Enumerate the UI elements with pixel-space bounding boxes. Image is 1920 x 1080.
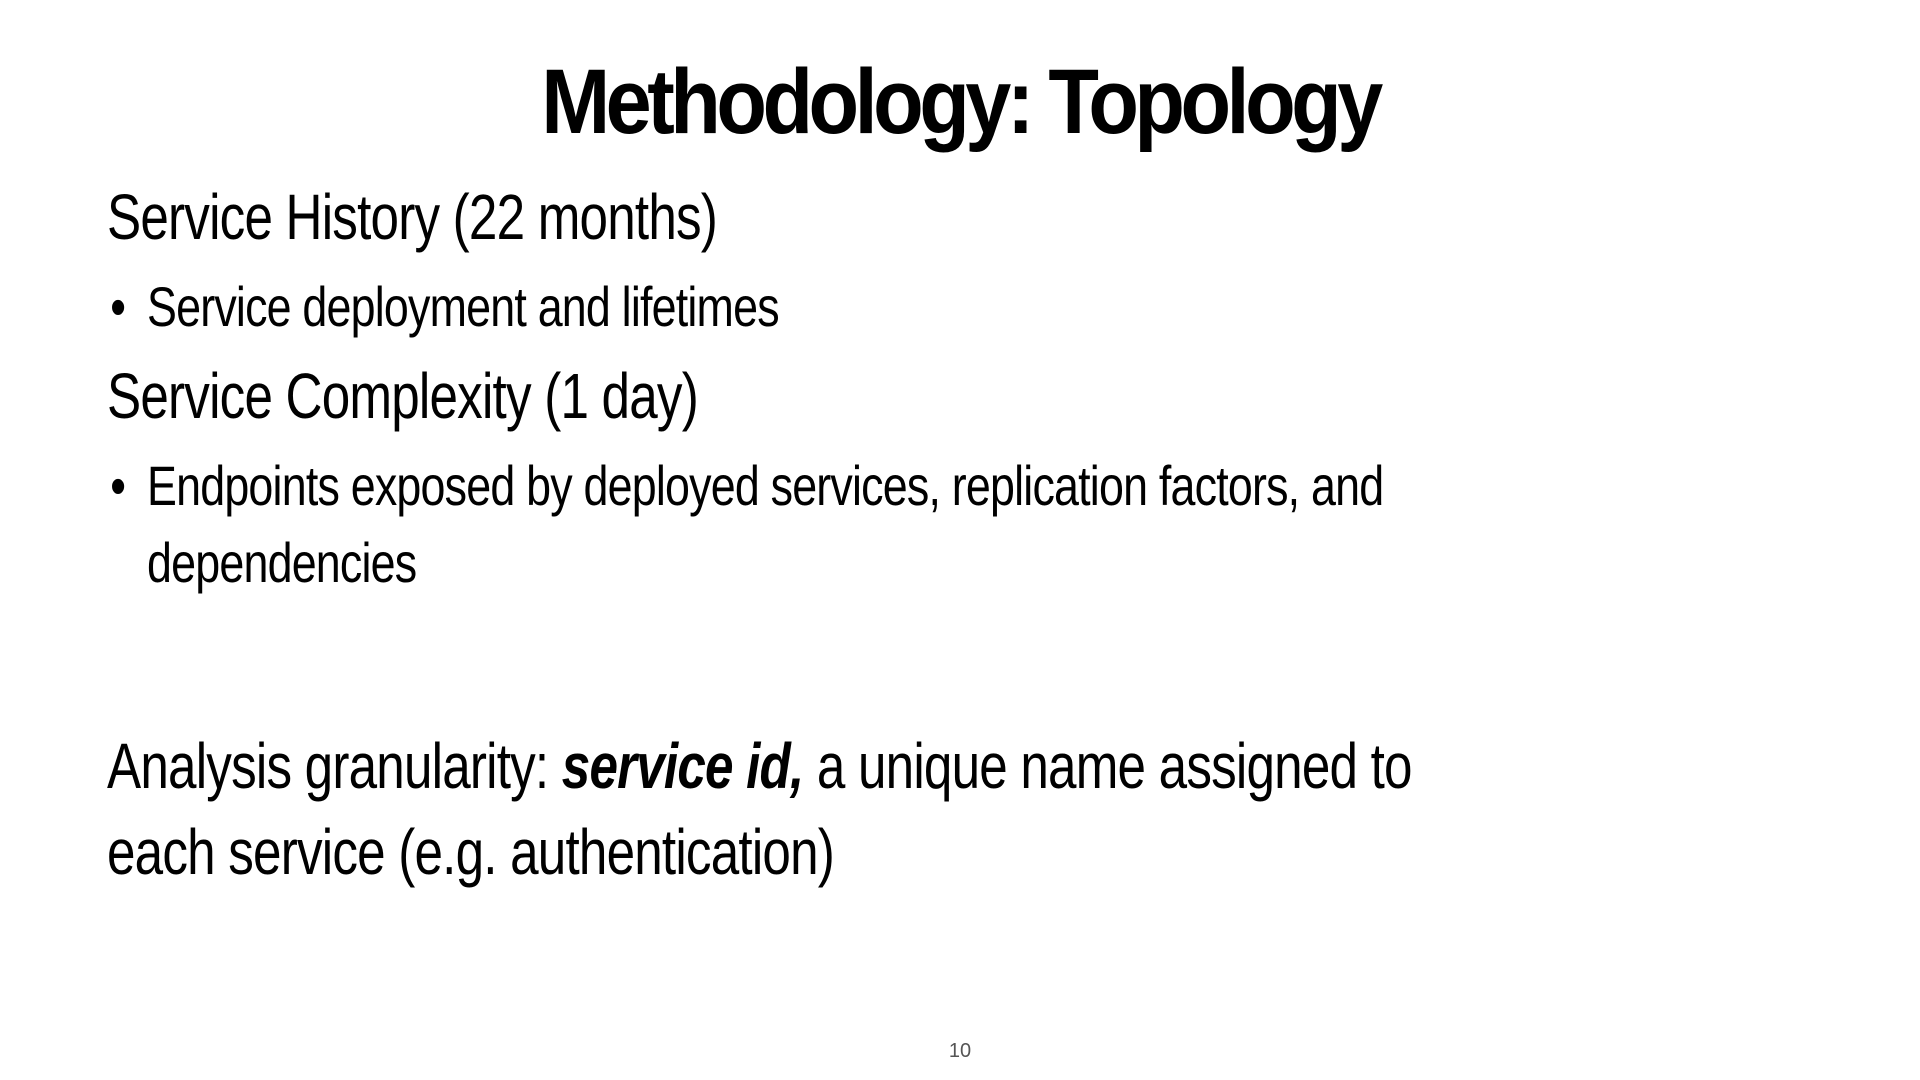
slide-title: Methodology: Topology <box>541 51 1379 153</box>
bullet-endpoints <box>107 447 1467 601</box>
granularity-suffix: a unique name assigned to each service (e.g. authentication) <box>107 730 1412 888</box>
bullet-text: Service deployment and lifetimes <box>147 275 779 338</box>
bullet-dot-icon: • <box>110 454 126 517</box>
page-number: 10 <box>948 1040 972 1062</box>
section-heading-service-complexity: Service Complexity (1 day) <box>107 360 698 432</box>
granularity-prefix: Analysis granularity: <box>107 730 562 802</box>
bullet-dot-icon: • <box>110 275 126 338</box>
analysis-granularity <box>107 723 1507 895</box>
granularity-emphasis: service id, <box>561 730 804 802</box>
section-heading-service-history: Service History (22 months) <box>107 181 718 253</box>
bullet-service-deployment <box>107 268 1467 345</box>
bullet-text: Endpoints exposed by deployed services, replication factors, and dependencies <box>147 454 1384 594</box>
slide-content <box>107 178 1467 895</box>
spacer <box>107 613 1467 723</box>
